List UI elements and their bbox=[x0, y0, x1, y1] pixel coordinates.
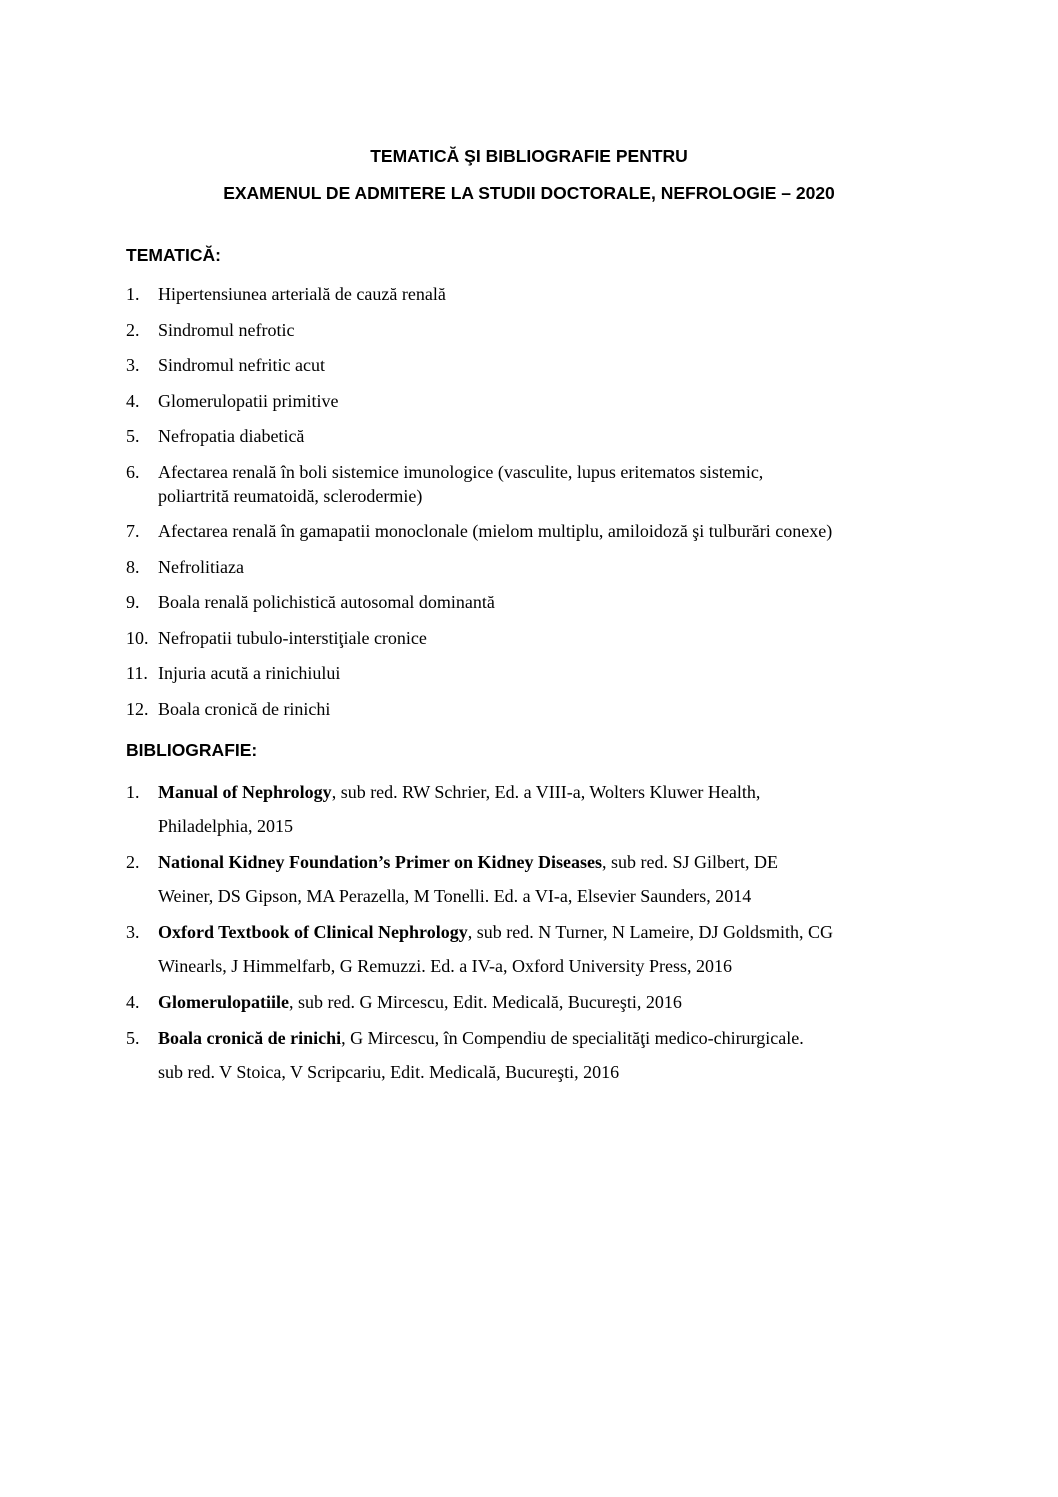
book-details-continued: Weiner, DS Gipson, MA Perazella, M Tonelli. Ed. a VI-a, Elsevier Saunders, 2014 bbox=[158, 886, 752, 906]
item-number: 3. bbox=[126, 922, 140, 942]
tematica-item bbox=[126, 318, 976, 342]
tematica-item bbox=[126, 282, 976, 306]
item-text: Boala cronică de rinichi bbox=[158, 698, 331, 719]
item-text: Afectarea renală în gamapatii monoclonale (mielom multiplu, amiloidoză şi tulburări conexe) bbox=[158, 521, 833, 541]
item-number: 1. bbox=[126, 782, 140, 802]
item-number: 1. bbox=[126, 284, 140, 304]
item-number: 3. bbox=[126, 355, 140, 375]
book-details: , sub red. G Mircescu, Edit. Medicală, Bucureşti, 2016 bbox=[288, 992, 682, 1012]
item-number: 8. bbox=[126, 556, 140, 577]
tematica-item bbox=[126, 661, 976, 685]
bibliografie-item bbox=[126, 1021, 976, 1089]
document-title-line2: EXAMENUL DE ADMITERE LA STUDII DOCTORALE, NEFROLOGIE – 2020 bbox=[223, 183, 835, 203]
item-number: 9. bbox=[126, 592, 140, 612]
item-text: Sindromul nefrotic bbox=[158, 319, 295, 340]
item-text: Afectarea renală în boli sistemice imunologice (vasculite, lupus eritematos sistemic, bbox=[158, 461, 764, 482]
item-text-continued: poliartrită reumatoidă, sclerodermie) bbox=[158, 485, 423, 506]
book-title: Oxford Textbook of Clinical Nephrology bbox=[158, 922, 468, 942]
tematica-item bbox=[126, 555, 976, 579]
tematica-list bbox=[126, 282, 976, 732]
book-details: , G Mircescu, în Compendiu de specialităţi medico-chirurgicale. bbox=[341, 1028, 804, 1048]
bibliografie-item bbox=[126, 915, 976, 983]
item-number: 4. bbox=[126, 992, 140, 1012]
tematica-item bbox=[126, 389, 976, 413]
item-number: 4. bbox=[126, 390, 140, 411]
tematica-item bbox=[126, 353, 976, 377]
document-title-line1: TEMATICĂ ŞI BIBLIOGRAFIE PENTRU bbox=[370, 146, 688, 166]
book-details-continued: sub red. V Stoica, V Scripcariu, Edit. Medicală, Bucureşti, 2016 bbox=[158, 1062, 620, 1082]
item-text: Nefropatii tubulo-interstiţiale cronice bbox=[158, 627, 427, 648]
book-title: National Kidney Foundation’s Primer on Kidney Diseases bbox=[158, 852, 603, 872]
tematica-item bbox=[126, 697, 976, 721]
item-text: Nefrolitiaza bbox=[158, 556, 244, 577]
bibliografie-heading: BIBLIOGRAFIE: bbox=[126, 740, 258, 760]
item-text: Sindromul nefritic acut bbox=[158, 355, 325, 375]
book-title: Manual of Nephrology bbox=[158, 782, 332, 802]
item-number: 2. bbox=[126, 852, 140, 872]
item-number: 12. bbox=[126, 698, 149, 719]
item-number: 10. bbox=[126, 627, 149, 648]
book-details-continued: Philadelphia, 2015 bbox=[158, 816, 293, 836]
item-text: Hipertensiunea arterială de cauză renală bbox=[158, 284, 446, 304]
book-title: Boala cronică de rinichi bbox=[158, 1028, 342, 1048]
book-details: , sub red. RW Schrier, Ed. a VIII-a, Wolters Kluwer Health, bbox=[331, 782, 761, 802]
book-details: , sub red. N Turner, N Lameire, DJ Goldsmith, CG bbox=[467, 922, 833, 942]
book-details-continued: Winearls, J Himmelfarb, G Remuzzi. Ed. a IV-a, Oxford University Press, 2016 bbox=[158, 956, 732, 976]
item-number: 11. bbox=[126, 663, 148, 683]
tematica-item bbox=[126, 590, 976, 614]
bibliografie-item bbox=[126, 775, 976, 843]
item-number: 2. bbox=[126, 319, 140, 340]
book-details: , sub red. SJ Gilbert, DE bbox=[602, 852, 779, 872]
item-number: 5. bbox=[126, 426, 140, 446]
item-text: Injuria acută a rinichiului bbox=[158, 663, 341, 683]
item-text: Nefropatia diabetică bbox=[158, 426, 305, 446]
item-number: 7. bbox=[126, 521, 140, 541]
tematica-item bbox=[126, 424, 976, 448]
tematica-heading: TEMATICĂ: bbox=[126, 245, 221, 265]
book-title: Glomerulopatiile bbox=[158, 992, 289, 1012]
tematica-item bbox=[126, 519, 976, 543]
bibliografie-item bbox=[126, 985, 976, 1019]
item-text: Boala renală polichistică autosomal dominantă bbox=[158, 592, 495, 612]
tematica-item bbox=[126, 460, 976, 508]
item-number: 5. bbox=[126, 1028, 140, 1048]
bibliografie-item bbox=[126, 845, 976, 913]
tematica-item bbox=[126, 626, 976, 650]
item-text: Glomerulopatii primitive bbox=[158, 390, 339, 411]
item-number: 6. bbox=[126, 461, 140, 482]
bibliografie-list bbox=[126, 775, 976, 1091]
